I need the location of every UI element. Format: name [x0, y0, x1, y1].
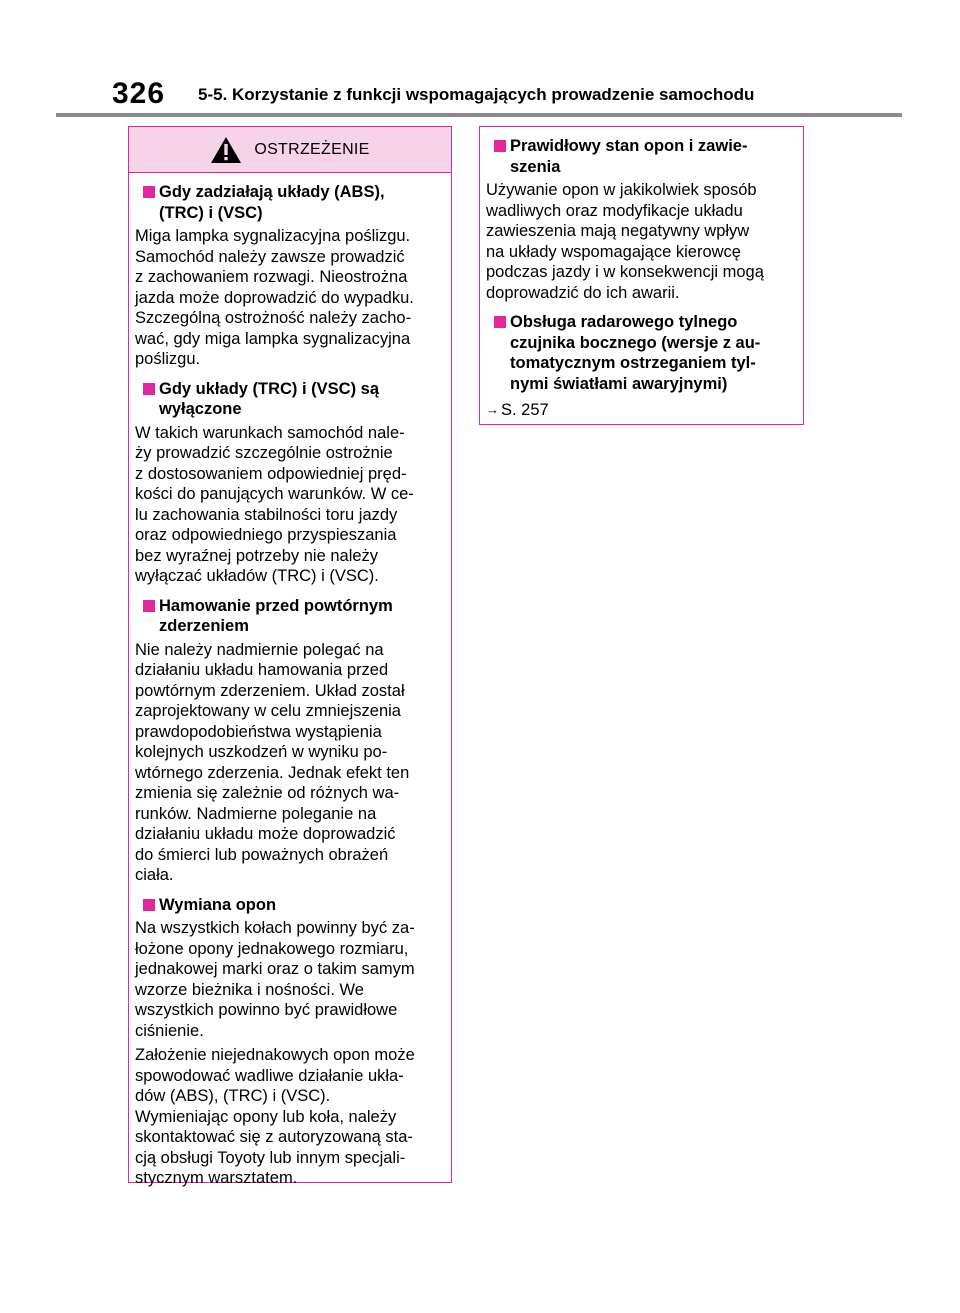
heading-text: Prawidłowy stan opon i zawie- szenia: [510, 137, 748, 176]
warning-box: [128, 126, 452, 1187]
page-reference-link[interactable]: [486, 400, 796, 421]
paragraph: Miga lampka sygnalizacyjna poślizgu. Samochód należy zawsze prowadzić z zachowaniem rozwagi. Nieostrożna jazda może doprowadzić do wypadku. Szczególną ostrożność należy zacho- wać, gdy miga lampka sygnalizacyjna poślizgu.: [135, 227, 414, 368]
pink-square-bullet-icon: [494, 316, 506, 328]
warning-title: OSTRZEŻENIE: [254, 140, 370, 158]
page-reference-text: S. 257: [501, 401, 549, 419]
paragraph: Nie należy nadmiernie polegać na działaniu układu hamowania przed powtórnym zderzeniem. Układ został zaprojektowany w celu zmniejszenia prawdopodobieństwa wystąpienia kolejnych uszkodzeń w wyniku po- wtórnego zderzenia. Jednak efekt ten zmienia się zależnie od różnych wa- runków. Nadmierne poleganie na działaniu układu może doprowadzić do śmierci lub poważnych obrażeń ciała.: [135, 640, 410, 884]
warning-title-bar: [129, 127, 451, 173]
pink-square-bullet-icon: [143, 383, 155, 395]
pink-square-bullet-icon: [143, 600, 155, 612]
paragraph: Używanie opon w jakikolwiek sposób wadliwych oraz modyfikacje układu zawieszenia mają negatywny wpływ na układy wspomagające kierowcę podczas jazdy i w konsekwencji mogą doprowadzić do ich awarii.: [486, 181, 764, 302]
paragraph: Założenie niejednakowych opon może spowodować wadliwe działanie ukła- dów (ABS), (TRC) i (VSC). Wymieniając opony lub koła, należy skontaktować się z autoryzowaną sta- cją obsługi Toyoty lub innym specjali- stycznym warsztatem.: [135, 1046, 415, 1187]
pink-square-bullet-icon: [494, 140, 506, 152]
heading-text: Gdy zadziałają układy (ABS), (TRC) i (VSC): [159, 183, 385, 222]
section-heading-abs-trc-vsc: [143, 182, 444, 223]
section-heading-secondary-collision-brake: [143, 596, 444, 637]
section-heading-rear-side-radar: [494, 312, 796, 394]
section-title: 5-5. Korzystanie z funkcji wspomagających prowadzenie samochodu: [198, 85, 755, 104]
page-header: [0, 0, 960, 120]
page-number: 326: [112, 77, 166, 110]
warning-triangle-icon: [210, 136, 242, 164]
warning-content: [129, 173, 451, 1189]
section-heading-tire-replacement: [143, 895, 444, 916]
header-divider: [56, 113, 902, 117]
heading-text: Gdy układy (TRC) i (VSC) są wyłączone: [159, 379, 380, 418]
heading-text: Obsługa radarowego tylnego czujnika bocznego (wersje z au- tomatycznym ostrzeganiem tyl- nymi światłami awaryjnymi): [510, 313, 761, 393]
warning-content-continued: [480, 127, 803, 421]
section-heading-trc-vsc-off: [143, 379, 444, 420]
paragraph: W takich warunkach samochód nale- ży prowadzić szczególnie ostrożnie z dostosowaniem odpowiedniej pręd- kości do panujących warunków. W ce- lu zachowania stabilności toru jazdy oraz odpowiedniego przyspieszania bez wyraźnej potrzeby nie należy wyłączać układów (TRC) i (VSC).: [135, 423, 414, 585]
section-heading-tire-suspension-condition: [494, 136, 796, 177]
arrow-right-icon: →: [486, 402, 499, 417]
heading-text: Hamowanie przed powtórnym zderzeniem: [159, 596, 393, 635]
warning-box-continued: [479, 126, 804, 425]
heading-text: Wymiana opon: [159, 895, 277, 914]
pink-square-bullet-icon: [143, 186, 155, 198]
paragraph: Na wszystkich kołach powinny być za- łożone opony jednakowego rozmiaru, jednakowej marki oraz o takim samym wzorze bieżnika i nośności. We wszystkich powinno być prawidłowe ciśnienie.: [135, 919, 415, 1040]
pink-square-bullet-icon: [143, 899, 155, 911]
